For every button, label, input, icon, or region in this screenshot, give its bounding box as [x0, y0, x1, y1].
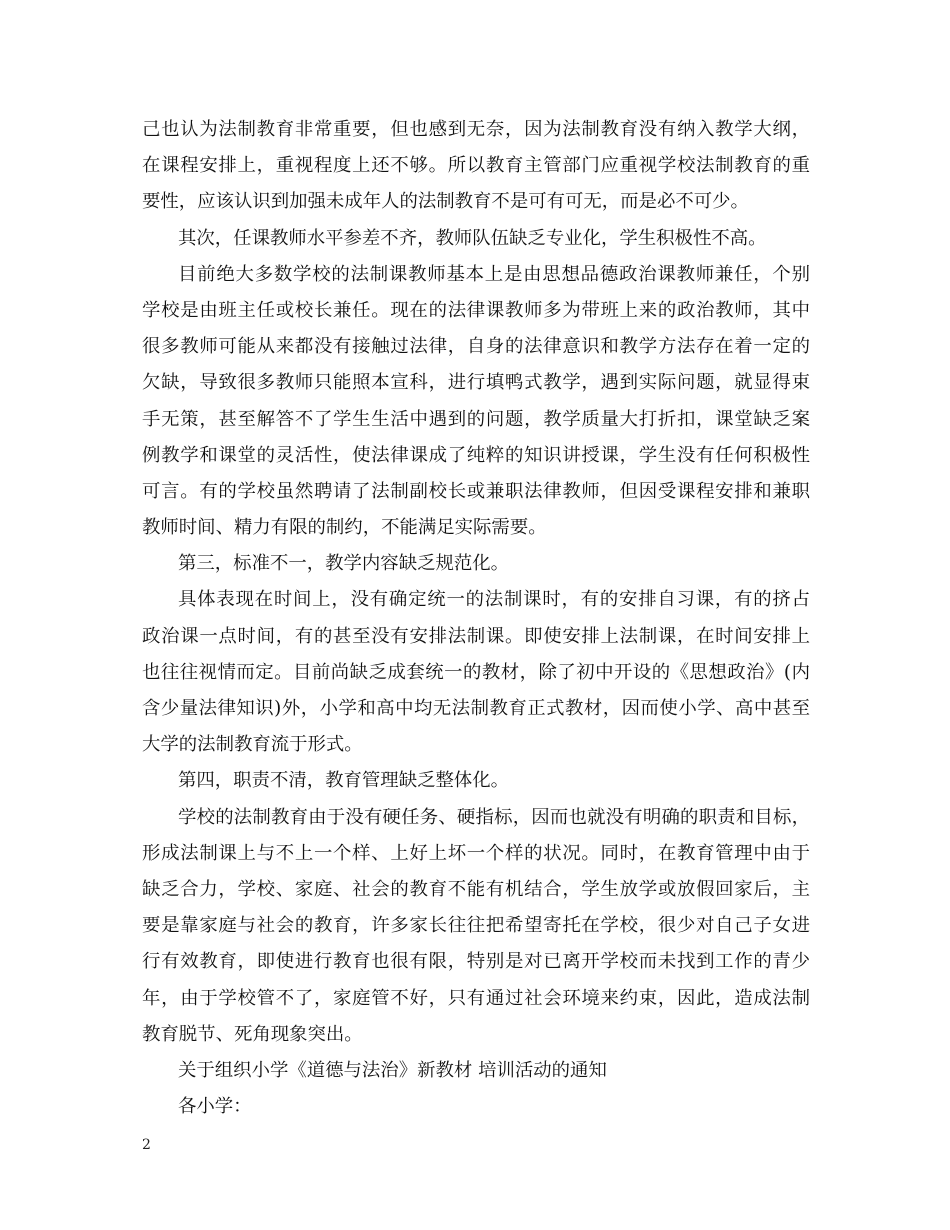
text-line: 目前绝大多数学校的法制课教师基本上是由思想品德政治课教师兼任，个别 [178, 263, 810, 285]
text-line: 具体表现在时间上，没有确定统一的法制课时，有的安排自习课，有的挤占 [178, 589, 810, 611]
text-line: 要是靠家庭与社会的教育，许多家长往往把希望寄托在学校，很少对自己子女进 [142, 915, 810, 937]
text-line: 含少量法律知识)外，小学和高中均无法制教育正式教材，因而使小学、高中甚至 [142, 698, 810, 719]
text-line: 欠缺，导致很多教师只能照本宣科，进行填鸭式教学，遇到实际问题，就显得束 [142, 372, 810, 394]
text-line: 年，由于学校管不了，家庭管不好，只有通过社会环境来约束，因此，造成法制 [142, 987, 810, 1009]
text-line: 政治课一点时间，有的甚至没有安排法制课。即使安排上法制课，在时间安排上 [142, 625, 810, 647]
text-line: 己也认为法制教育非常重要，但也感到无奈，因为法制教育没有纳入教学大纲， [142, 119, 810, 140]
text-line: 例教学和课堂的灵活性，使法律课成了纯粹的知识讲授课，学生没有任何积极性 [142, 444, 810, 466]
text-line: 教师时间、精力有限的制约，不能满足实际需要。 [142, 517, 547, 539]
page-number: 2 [142, 1137, 151, 1153]
text-line: 教育脱节、死角现象突出。 [142, 1023, 363, 1045]
text-line: 很多教师可能从来都没有接触过法律，自身的法律意识和教学方法存在着一定的 [142, 336, 810, 358]
text-line: 大学的法制教育流于形式。 [142, 734, 363, 756]
text-line: 可言。有的学校虽然聘请了法制副校长或兼职法律教师，但因受课程安排和兼职 [142, 480, 810, 502]
text-line: 关于组织小学《道德与法治》新教材 培训活动的通知 [178, 1059, 607, 1081]
text-line: 形成法制课上与不上一个样、上好上坏一个样的状况。同时，在教育管理中由于 [142, 842, 810, 864]
text-line: 第三，标准不一，教学内容缺乏规范化。 [178, 553, 510, 575]
text-line: 学校是由班主任或校长兼任。现在的法律课教师多为带班上来的政治教师，其中 [142, 299, 810, 321]
text-line: 也往往视情而定。目前尚缺乏成套统一的教材，除了初中开设的《思想政治》(内 [142, 661, 810, 683]
text-line: 缺乏合力，学校、家庭、社会的教育不能有机结合，学生放学或放假回家后，主 [142, 878, 810, 900]
document-body [142, 112, 810, 1125]
text-line: 其次，任课教师水平参差不齐，教师队伍缺乏专业化，学生积极性不高。 [178, 227, 767, 249]
text-line: 要性，应该认识到加强未成年人的法制教育不是可有可无，而是必不可少。 [142, 191, 749, 213]
text-line: 各小学： [178, 1096, 252, 1118]
text-line: 学校的法制教育由于没有硬任务、硬指标，因而也就没有明确的职责和目标， [178, 806, 810, 828]
text-line: 第四，职责不清，教育管理缺乏整体化。 [178, 770, 510, 792]
text-line: 在课程安排上，重视程度上还不够。所以教育主管部门应重视学校法制教育的重 [142, 155, 810, 177]
text-line: 手无策，甚至解答不了学生生活中遇到的问题，教学质量大打折扣，课堂缺乏案 [142, 408, 810, 430]
text-line: 行有效教育，即使进行教育也很有限，特别是对已离开学校而未找到工作的青少 [142, 951, 810, 973]
